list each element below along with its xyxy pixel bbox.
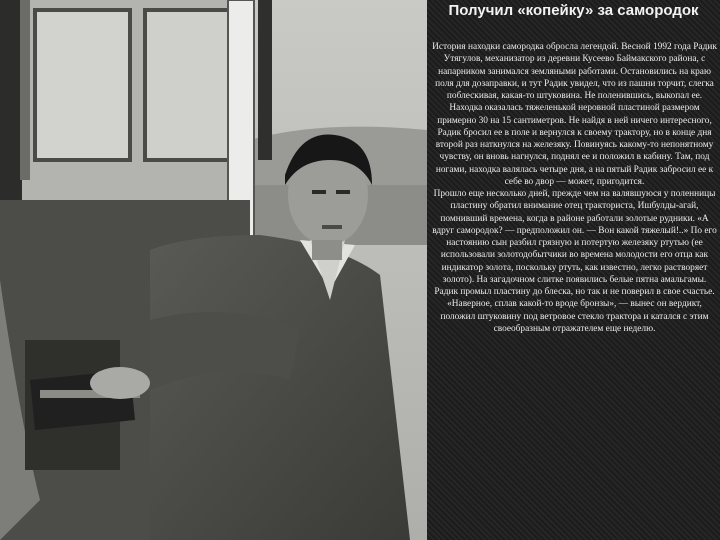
paragraph: Прошло еще несколько дней, прежде чем на валявшуюся у поленницы пластину обратил внимание отец тракториста, Ишбулды-агай, помнивший времена, когда в районе работали золотые рудники. «А вдруг самородок? — предположил он. — Вон какой тяжелый!..» По его настоянию сын разбил грязную и потертую железяку ртутью (ее использовали золотодобытчики во времена молодости его отца как индикатор золота, поскольку ртуть, как известно, легко растворяет золото). На загадочном слитке появились белые пятна амальгамы. Радик промыл пластину до блеска, но так и не поверил в свое счастье. «Наверное, сплав какой-то вроде бронзы», — вынес он вердикт, положил штуковину под ветровое стекло трактора и катался с этим своеобразным отражателем еще неделю. bbox=[432, 189, 717, 334]
article-text bbox=[431, 41, 718, 335]
paragraph: История находки самородка обросла легендой. Весной 1992 года Радик Утягулов, механизатор из деревни Кусеево Баймакского района, с напарником занимался земляными работами. Остановились на краю поля для дозаправки, и тут Радик увидел, что из пашни торчит, слегка поблескивая, какая-то штуковина. Не поленившись, выкопал ее. Находка оказалась тяжеленькой неровной пластиной размером примерно 30 на 15 сантиметров. Не найдя в ней ничего интересного, Радик бросил ее в поле и вернулся к своему трактору, но в конце дня второй раз наткнулся на железяку. Повинуясь какому-то непонятному чувству, он вновь нагнулся, поднял ее и положил в кабину. Там, под ногами, находка валялась четыре дня, а на пятый Радик забросил ее к себе во двор — может, пригодится. bbox=[432, 42, 717, 187]
slide-title: Получил «копейку» за самородок bbox=[448, 2, 699, 19]
